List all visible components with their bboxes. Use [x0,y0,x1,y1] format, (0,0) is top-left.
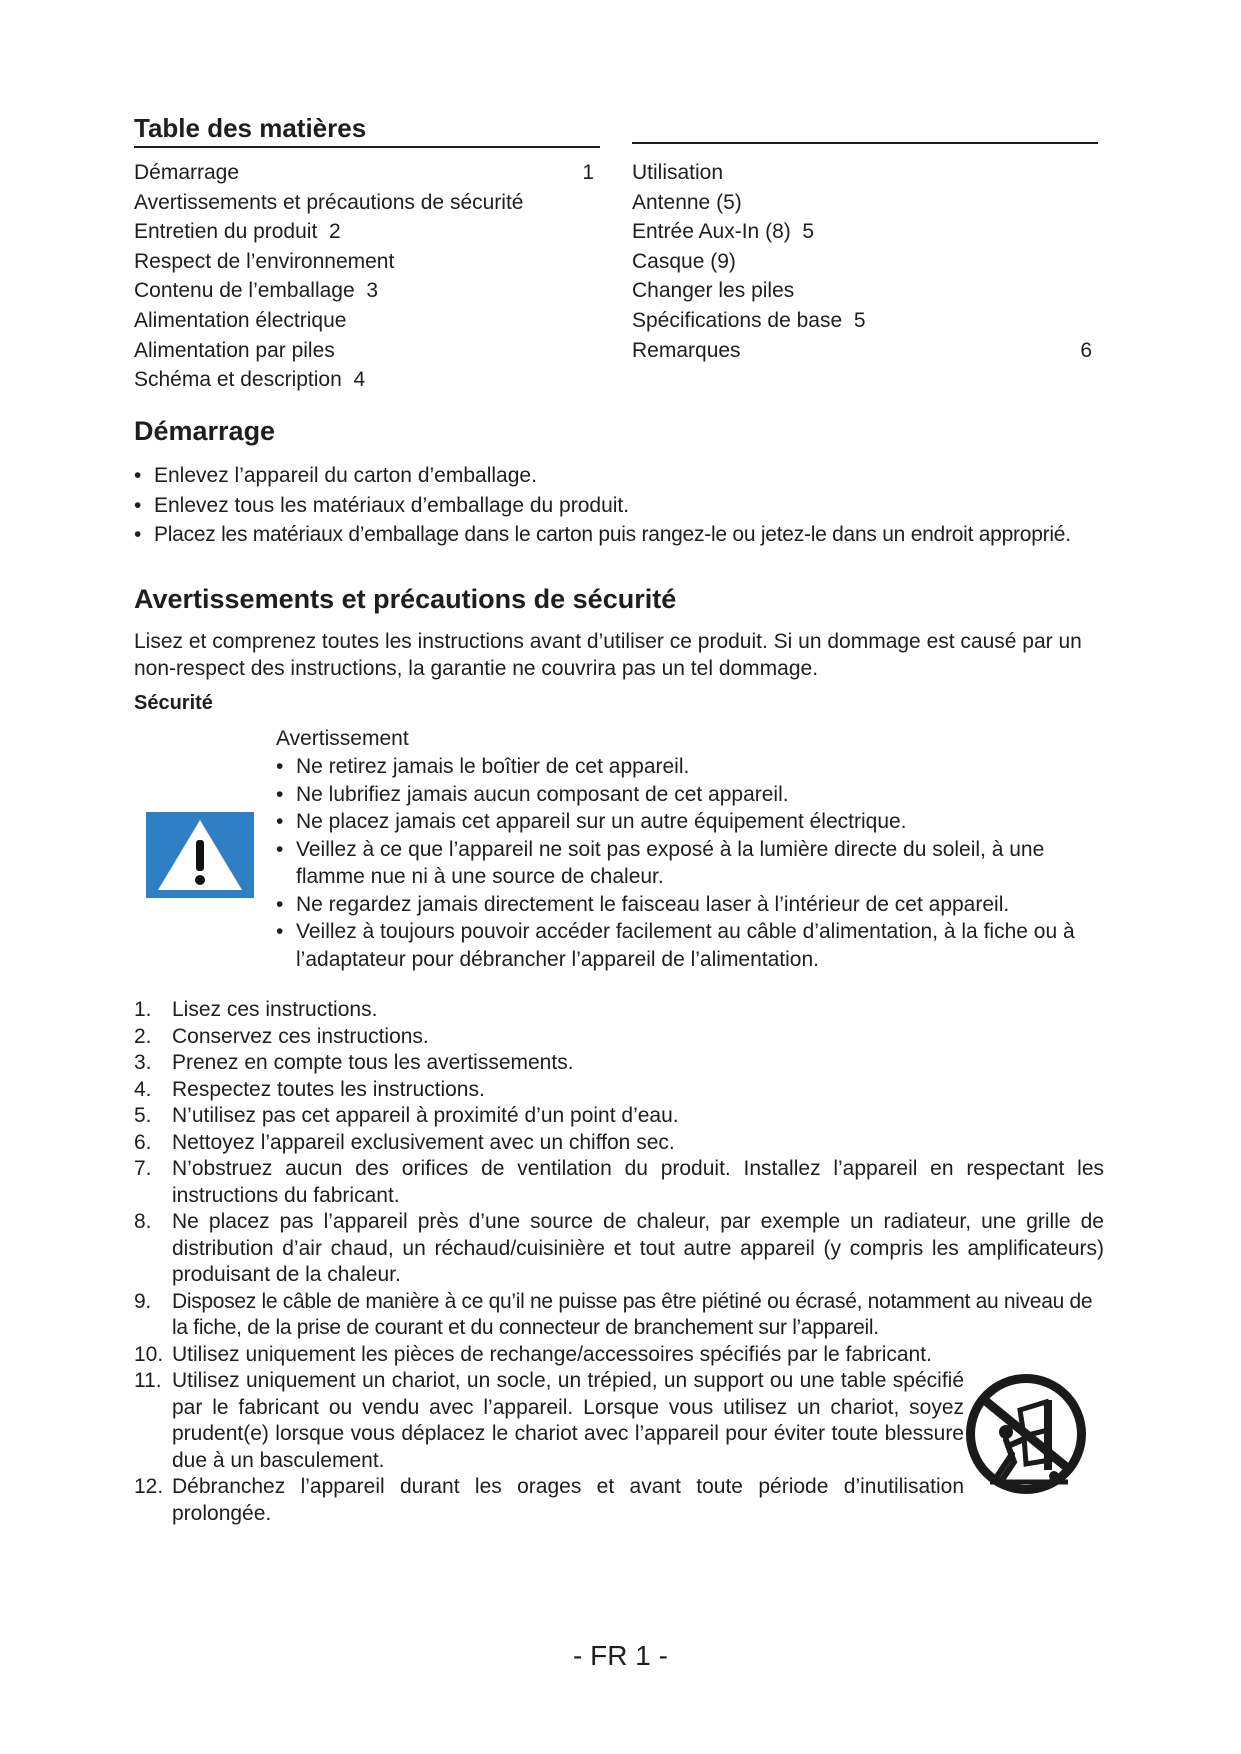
list-item: 6. Nettoyez l’appareil exclusivement avec un chiffon sec. [134,1130,675,1154]
list-item: • Ne regardez jamais directement le faisceau laser à l’intérieur de cet appareil. [276,891,1094,919]
toc-entry: Changer les piles [632,279,795,303]
toc-entry: Alimentation par piles [134,338,335,362]
list-item: 1. Lisez ces instructions. [134,998,378,1021]
list-item: 3. Prenez en compte tous les avertissements. [134,1051,574,1074]
toc-entry: Utilisation [632,161,724,184]
warning-list [276,753,1094,973]
list-item: • Ne lubrifiez jamais aucun composant de cet appareil. [276,781,1094,809]
warning-triangle-icon [146,812,254,898]
list-item: 4. Respectez toutes les instructions. [134,1077,485,1101]
demarrage-list [134,461,1104,550]
toc-entry: Démarrage 1 [134,161,594,184]
list-item: 10. Utilisez uniquement les pièces de rechange/accessoires spécifiés par le fabricant. [134,1342,932,1366]
safety-intro: Lisez et comprenez toutes les instructions avant d’utiliser ce produit. Si un dommage est causé par un non-respect des instructions, la garantie ne couvrira pas un tel dommage. [134,630,1082,680]
toc-entry: Avertissements et précautions de sécurité [134,190,524,214]
toc-entry: Antenne (5) [632,190,742,214]
list-item: 9. Disposez le câble de manière à ce qu’il ne puisse pas être piétiné ou écrasé, notamment au niveau de la fiche, de la prise de courant et du connecteur de branchement sur l’appareil. [134,1289,1093,1339]
safety-heading: Avertissements et précautions de sécurité [134,584,677,614]
toc-entry: Entrée Aux-In (8) 5 [632,220,815,244]
toc-title: Table des matières [134,112,600,148]
list-item: 2. Conservez ces instructions. [134,1024,429,1048]
toc-entry: Casque (9) [632,249,736,273]
toc-right-column [632,158,1098,365]
list-item: • Placez les matériaux d’emballage dans le carton puis rangez-le ou jetez-le dans un endroit approprié. [134,520,1104,550]
list-item: 11. Utilisez uniquement un chariot, un socle, un trépied, un support ou une table spécifié par le fabricant ou vendu avec l’appareil. Lorsque vous utilisez un chariot, soyez prudent(e) lorsque vous déplacez le chariot avec l’appareil pour éviter toute blessure due à un basculement. [134,1369,964,1472]
list-item: • Enlevez l’appareil du carton d’emballage. [134,461,1104,491]
toc-divider [632,142,1098,144]
list-item: 12. Débranchez l’appareil durant les orages et avant toute période d’inutilisation prolongée. [134,1475,964,1525]
safety-subtitle: Sécurité [134,692,213,714]
list-item: • Ne retirez jamais le boîtier de cet appareil. [276,753,1094,781]
instructions-list [134,997,1104,1527]
demarrage-heading: Démarrage [134,416,276,446]
list-item: • Enlevez tous les matériaux d’emballage du produit. [134,491,1104,521]
list-item: • Veillez à toujours pouvoir accéder facilement au câble d’alimentation, à la fiche ou à l’adaptateur pour débrancher l’appareil de l’alimentation. [276,918,1094,973]
page-number: - FR 1 - [573,1640,668,1671]
list-item: 8. Ne placez pas l’appareil près d’une source de chaleur, par exemple un radiateur, une grille de distribution d’air chaud, un réchaud/cuisinière et tout autre appareil (y compris les amplificateurs) produisant de la chaleur. [134,1210,1104,1286]
toc-entry: Contenu de l’emballage 3 [134,279,379,303]
list-item: • Ne placez jamais cet appareil sur un autre équipement électrique. [276,808,1094,836]
list-item: 7. N’obstruez aucun des orifices de ventilation du produit. Installez l’appareil en respectant les instructions du fabricant. [134,1157,1104,1207]
toc-entry: Respect de l’environnement [134,249,395,273]
toc-left-column [134,158,600,395]
toc-entry: Spécifications de base 5 [632,308,866,332]
cart-tip-over-icon [962,1370,1090,1498]
toc-entry: Remarques 6 [632,338,1092,362]
list-item: • Veillez à ce que l’appareil ne soit pas exposé à la lumière directe du soleil, à une flamme nue ni à une source de chaleur. [276,836,1094,891]
list-item: 5. N’utilisez pas cet appareil à proximité d’un point d’eau. [134,1104,679,1127]
warning-title: Avertissement [276,727,409,750]
toc-entry: Alimentation électrique [134,308,347,332]
toc-entry: Schéma et description 4 [134,368,366,392]
toc-entry: Entretien du produit 2 [134,220,341,244]
